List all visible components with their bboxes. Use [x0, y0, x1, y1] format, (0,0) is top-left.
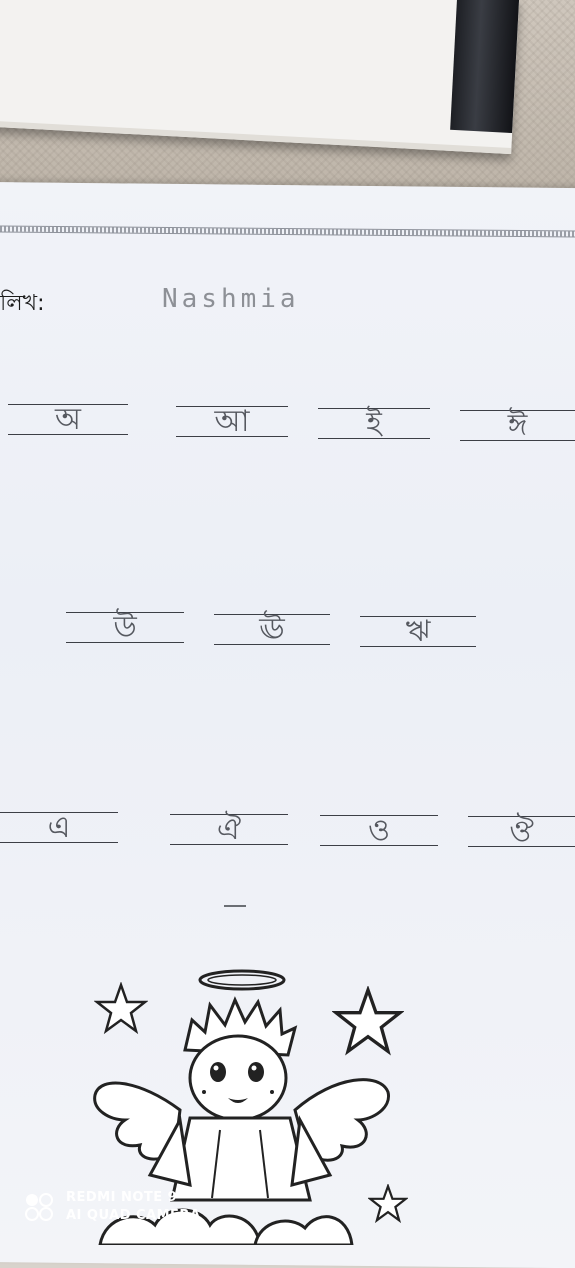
- letter-i: ই: [366, 406, 382, 441]
- letter-e: এ: [47, 810, 71, 845]
- letter-ii: ঈ: [507, 408, 528, 443]
- letter-cell: [318, 404, 430, 448]
- letter-o: ও: [367, 813, 391, 848]
- letter-cell: [66, 608, 184, 652]
- letter-ou: ঔ: [509, 814, 534, 849]
- letter-cell: [320, 811, 438, 855]
- letter-u: উ: [113, 610, 137, 645]
- letter-cell: [176, 402, 288, 446]
- letter-uu: ঊ: [259, 612, 285, 647]
- letter-cell: [360, 612, 476, 656]
- notebook-cover: [450, 0, 520, 133]
- letter-oi: ঐ: [216, 812, 242, 847]
- watermark-camera: AI QUAD CAMERA: [66, 1208, 201, 1223]
- student-name-handwriting: Nashmia: [162, 284, 300, 314]
- quad-camera-icon: [24, 1192, 54, 1222]
- letter-a: অ: [55, 402, 81, 437]
- notebook-pages: [0, 0, 519, 154]
- letter-cell: [0, 808, 118, 852]
- letter-cell: [460, 406, 575, 450]
- letter-cell: [8, 400, 128, 444]
- stray-mark: [224, 905, 246, 907]
- letter-cell: [170, 810, 288, 854]
- letter-aa: আ: [214, 404, 250, 439]
- name-label: লিখ:: [0, 291, 45, 316]
- watermark-model: REDMI NOTE 9: [66, 1190, 178, 1205]
- letter-ri: ঋ: [405, 614, 431, 649]
- letter-cell: [214, 610, 330, 654]
- letter-cell: [468, 812, 575, 856]
